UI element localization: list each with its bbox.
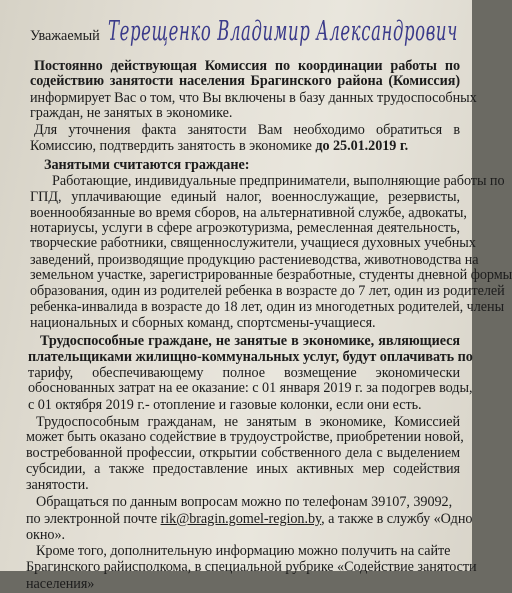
letter-line: Занятыми считаются граждане: — [44, 157, 250, 173]
letter-line: востребованной профессии, открытии собственного дела с выделением — [26, 445, 460, 461]
letter-line: с 01 октября 2019 г.- отопление и газовые колонки, если они есть. — [28, 397, 422, 413]
salutation: Уважаемый — [30, 28, 100, 44]
letter-line: по электронной почте rik@bragin.gomel-region.by, а также в службу «Одно — [26, 511, 473, 527]
letter-line: информирует Вас о том, что Вы включены в базу данных трудоспособных — [30, 90, 477, 106]
letter-line: ГПД, уплачивающие единый налог, военнослужащие, резервисты, — [30, 189, 460, 205]
letter-line: содействию занятости населения Брагинского района (Комиссия) — [30, 73, 460, 89]
letter-line: граждан, не занятых в экономике. — [30, 105, 233, 121]
letter-line: творческие работники, священнослужители, учащиеся духовных учебных — [30, 235, 476, 251]
letter-line: земельном участке, зарегистрированные безработные, студенты дневной формы — [30, 267, 512, 283]
letter-line: заведений, производящие продукцию растениеводства, животноводства на — [30, 252, 479, 268]
letter-line: Трудоспособные граждане, не занятые в экономике, являющиеся — [40, 333, 460, 349]
letter-line: населения» — [26, 576, 95, 592]
handwritten-addressee-name — [104, 6, 464, 52]
letter-line: нотариусы, услуги в сфере агроэкотуризма, ремесленная деятельность, — [30, 220, 460, 236]
letter-line: Трудоспособным гражданам, не занятым в экономике, Комиссией — [36, 414, 460, 430]
email-link[interactable]: rik@bragin.gomel-region.by — [160, 511, 322, 527]
letter-line: Работающие, индивидуальные предприниматели, выполняющие работы по — [52, 173, 505, 189]
letter-line: Обращаться по данным вопросам можно по телефонам 39107, 39092, — [36, 494, 453, 510]
letter-line: национальных и сборных команд, спортсмены-учащиеся. — [30, 315, 376, 331]
letter-line: субсидии, а также предоставление иных активных мер содействия — [26, 461, 460, 477]
letter-line: военнообязанные во время сборов, на альтернативной службе, адвокаты, — [30, 205, 467, 221]
letter-line: образования, один из родителей ребенка в возрасте до 7 лет, один из родителей — [30, 283, 505, 299]
letter-line: Постоянно действующая Комиссия по координации работы по — [34, 58, 460, 74]
letter-line: Брагинского райисполкома, в специальной рубрике «Содействие занятости — [26, 559, 477, 575]
letter-line: тарифу, обеспечивающему полное возмещение экономически — [28, 365, 460, 381]
svg-text:Терещенко Владимир Александров: Терещенко Владимир Александрович — [108, 16, 458, 47]
letter-line: Для уточнения факта занятости Вам необходимо обратиться в — [34, 122, 460, 138]
letter-line: занятости. — [26, 477, 89, 493]
letter-line: плательщиками жилищно-коммунальных услуг, будут оплачивать по — [28, 349, 473, 365]
letter-line: окно». — [26, 527, 66, 543]
letter-line: обоснованных затрат на ее оказание: с 01 января 2019 г. за подогрев воды, — [28, 380, 473, 396]
letter-line: Кроме того, дополнительную информацию можно получить на сайте — [36, 543, 451, 559]
letter-line: ребенка-инвалида в возрасте до 18 лет, один из многодетных родителей, члены — [30, 299, 505, 315]
letter-line: Комиссию, подтвердить занятость в экономике до 25.01.2019 г. — [30, 138, 409, 154]
letter-line: может быть оказано содействие в трудоустройстве, приобретении новой, — [26, 429, 464, 445]
